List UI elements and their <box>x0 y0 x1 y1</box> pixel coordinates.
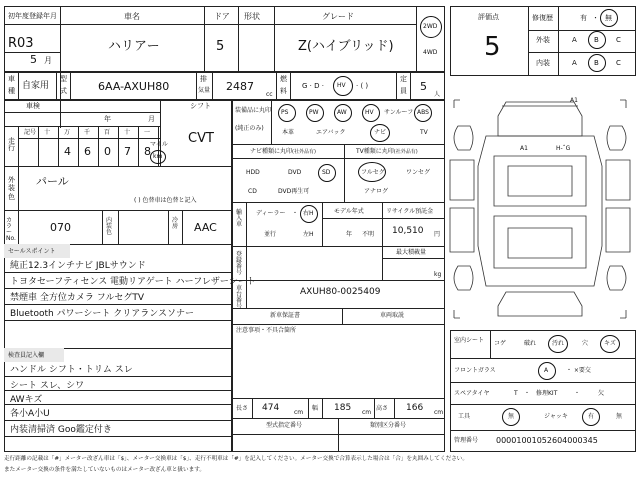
width-label: 幅 <box>312 405 319 412</box>
max-load-label: 最大積載量 <box>396 249 427 256</box>
front-glass-opt: A <box>544 367 549 374</box>
person-unit: 人 <box>434 91 441 98</box>
exterior-b: B <box>594 36 599 44</box>
seat-item: 汚れ <box>552 340 565 347</box>
seat-item: 破れ <box>524 340 537 347</box>
model-year-unit: 年 <box>346 231 353 238</box>
diagram-hg: H-ˆG <box>556 145 571 152</box>
mileage-digit-label: 十 <box>44 129 51 136</box>
inspector-line: AWキズ <box>10 395 43 405</box>
fuel-hv: HV <box>337 82 346 89</box>
mileage-cell-divider <box>138 126 139 166</box>
import-right: 右H <box>303 210 314 217</box>
sales-point-line: Bluetooth パワーシート クリアランスソナー <box>10 309 194 319</box>
equipment-sublabel: (純正のみ) <box>235 125 264 132</box>
aircon: AAC <box>194 221 217 234</box>
mileage-cell-divider <box>58 126 59 166</box>
inspector-line: シート スレ、シワ <box>10 381 85 391</box>
interior-c: C <box>616 59 621 67</box>
car-name: ハリアー <box>108 39 160 54</box>
mileage-digit: 8 <box>144 145 151 158</box>
exterior-c: C <box>616 36 621 44</box>
equipment-item: ABS <box>417 109 429 116</box>
tv-title-text: TV種類に丸印 <box>356 148 394 155</box>
chassis-label: 車台番号 <box>236 285 243 310</box>
mileage-cell-divider <box>118 126 119 166</box>
equipment-item: AW <box>337 109 347 116</box>
spare-kit: 修理KIT <box>536 390 558 397</box>
displacement-label2: 気量 <box>198 87 211 94</box>
recycle-yen: 円 <box>434 231 441 238</box>
height-cm: cm <box>434 409 444 416</box>
shape-label: 形状 <box>244 12 260 21</box>
drive-2wd: 2WD <box>423 23 438 30</box>
diagram-a1-small: A1 <box>520 145 528 152</box>
tv-title-note: (社外品有) <box>393 149 418 155</box>
spare-none: 欠 <box>598 390 605 397</box>
front-glass-label: フロントガラス <box>454 367 496 374</box>
mileage-digit-label: 一 <box>144 129 151 136</box>
displacement-label: 排 <box>200 75 207 83</box>
nav-dvd: DVD <box>288 169 302 176</box>
equipment-item: サンルーフ <box>384 109 414 116</box>
equipment-item: ナビ <box>374 129 387 136</box>
fuel-label: 燃 <box>280 75 287 83</box>
tools-label: 工具 <box>458 413 471 420</box>
mileage-digit: 0 <box>104 145 111 158</box>
mileage-unit-mile: マイル <box>150 141 168 148</box>
spare-dot2: ・ <box>574 390 581 397</box>
sales-points-title: セールスポイント <box>8 248 56 255</box>
length-cm: cm <box>294 409 304 416</box>
import-label: 輸入車 <box>236 209 243 228</box>
import-parallel: 並行 <box>264 231 277 238</box>
interior-b: B <box>594 59 599 67</box>
nav-dvd-play: DVD再生可 <box>278 188 310 195</box>
inspector-title: 検査員記入欄 <box>8 352 45 359</box>
diagram-a1: A1 <box>570 97 578 104</box>
mileage-cell-divider <box>98 126 99 166</box>
mileage-unit-km: km <box>153 153 163 160</box>
equipment-item: PS <box>281 109 289 116</box>
shift-label: シフト <box>190 102 211 110</box>
height-label: 高さ <box>376 405 389 412</box>
sales-point-line: 禁煙車 全方位カメラ フルセグTV <box>10 293 145 303</box>
height: 166 <box>406 403 424 413</box>
tv-fullseg: フルセグ <box>361 169 385 176</box>
score-label: 評価点 <box>478 13 499 21</box>
grade-label: グレード <box>322 12 354 21</box>
recycle-value: 10,510 <box>392 226 424 236</box>
doors-label: ドア <box>214 12 230 21</box>
spare-label: スペアタイヤ <box>454 390 490 397</box>
fuel-options: G · D · <box>302 82 324 90</box>
mileage-side-label: 走行 <box>8 137 15 152</box>
mileage-digit-label: 記号 <box>24 129 37 136</box>
footer-line1: 走行距離の記載は「#」メーター改ざん車は「$」、メーター交換車は「$」、走行不明車は「#」を記入してください。メーター交換で合算表示した場合は「合」を丸囲みしてください。 <box>4 456 468 462</box>
mileage-digit: 4 <box>64 145 71 158</box>
mileage-cell-divider <box>38 126 39 166</box>
tv-oneseg: ワンセグ <box>406 169 431 176</box>
interior-color-label: 内装色 <box>106 217 113 236</box>
equipment-label: 装備品に丸印 <box>235 107 272 114</box>
tv-analog: アナログ <box>364 188 389 195</box>
class-number-label: 類別区分番号 <box>370 422 407 429</box>
car-damage-diagram <box>446 96 634 322</box>
first-reg-month-unit: 月 <box>44 56 52 65</box>
reg-number-label: 登録番号 <box>236 251 243 276</box>
inspector-line: 内装清掃済 Goo鑑定付き <box>10 425 112 435</box>
repair-label: 修復歴 <box>532 14 553 22</box>
exterior-a: A <box>572 36 577 44</box>
warranty-label: 新車保証書 <box>270 312 301 319</box>
model-label2: 式 <box>60 87 67 95</box>
mileage-digit-label: 十 <box>124 129 131 136</box>
fuel-label2: 料 <box>280 87 287 95</box>
equipment-item: 本革 <box>282 129 295 136</box>
equipment-item: TV <box>420 129 428 136</box>
inspection-year-unit: 年 <box>104 115 111 123</box>
first-reg-label: 初年度登録年月 <box>8 12 57 20</box>
import-left: 左H <box>303 231 314 238</box>
equipment-item: PW <box>309 109 319 116</box>
width-cm: cm <box>362 409 372 416</box>
mileage-digit: 7 <box>124 145 131 158</box>
repair-yes: 有 <box>580 14 587 22</box>
model-code: 6AA-AXUH80 <box>98 80 170 93</box>
length: 474 <box>262 403 280 413</box>
car-type-label2: 種 <box>8 87 15 95</box>
jack-no: 無 <box>616 413 623 420</box>
interior-seat-label: 室内シート <box>454 337 485 344</box>
aircon-label: 冷房 <box>172 217 179 230</box>
control-number: 00001001052604000345 <box>496 436 598 445</box>
control-label: 管理番号 <box>454 437 479 444</box>
grade: Z(ハイブリッド) <box>298 39 394 54</box>
interior-label: 内装 <box>536 59 550 67</box>
use-type: 自家用 <box>22 81 50 91</box>
import-dealer: ディーラー <box>256 210 286 217</box>
front-glass-rest: ・ ×要交 <box>566 367 591 374</box>
mileage-digit-label: 百 <box>104 129 111 136</box>
tv-title <box>356 149 418 155</box>
score: 5 <box>484 32 501 62</box>
capacity-label2: 員 <box>400 87 407 95</box>
color-code: 070 <box>50 221 71 234</box>
inspection-label: 車検 <box>26 102 40 110</box>
first-reg-month: 5 <box>30 53 37 66</box>
model-year-unknown: 不明 <box>362 231 375 238</box>
nav-cd: CD <box>248 188 257 195</box>
shift-value: CVT <box>188 131 214 146</box>
recycle-label: リサイクル預託金 <box>386 208 434 215</box>
seat-item: キズ <box>604 340 616 347</box>
interior-a: A <box>572 59 577 67</box>
import-dot: ・ <box>292 210 299 217</box>
mileage-digit: 6 <box>84 145 91 158</box>
car-name-label: 車名 <box>124 12 140 21</box>
length-label: 長さ <box>236 405 249 412</box>
color-side-label: 外装色 <box>8 176 15 201</box>
width: 185 <box>334 403 352 413</box>
jack-value: 有 <box>588 413 595 420</box>
mileage-digit-label: 万 <box>64 129 71 136</box>
nav-title-note: (社外品有) <box>292 149 316 155</box>
repair-no: 無 <box>605 14 612 22</box>
displacement: 2487 <box>226 80 254 93</box>
capacity-label: 定 <box>400 75 407 83</box>
seat-item: コゲ <box>494 340 507 347</box>
inspection-month-unit: 月 <box>148 115 155 123</box>
type-number-label: 型式指定番号 <box>266 422 303 429</box>
exterior-color: パール <box>36 175 69 188</box>
drive-4wd: 4WD <box>423 49 438 56</box>
spare-t: T <box>514 390 518 397</box>
first-reg-year: R03 <box>8 36 34 51</box>
manual-label: 車両取説 <box>380 312 405 319</box>
max-load-kg: kg <box>434 271 442 278</box>
inspector-line: ハンドル シフト・トリム スレ <box>10 365 133 375</box>
repair-dot: ・ <box>592 14 599 22</box>
inspector-line: 各小A小U <box>10 409 50 419</box>
color-code-label: カラーNo. <box>6 217 16 242</box>
sales-point-line: 純正12.3インチナビ JBLサウンド <box>10 261 146 271</box>
mileage-digit-label: 千 <box>84 129 91 136</box>
footer-line2: またメーター交換の条件を満たしていないものはメーター改ざん車と扱います。 <box>4 467 205 473</box>
nav-title <box>250 149 316 155</box>
notes-label: 注意事項・不具合箇所 <box>236 327 297 334</box>
equipment-item: HV <box>365 109 374 116</box>
exterior-label: 外装 <box>536 36 550 44</box>
chassis-number: AXUH80-0025409 <box>300 287 381 297</box>
equipment-item: エアバック <box>316 129 346 136</box>
mileage-header-line <box>18 138 160 139</box>
capacity: 5 <box>420 80 427 93</box>
nav-sd: SD <box>322 169 331 176</box>
sales-point-line: トヨタセーフティセンス 電動リアゲート ハーフレザーシート <box>10 277 256 287</box>
mileage-cell-divider <box>78 126 79 166</box>
jack-label: ジャッキ <box>544 413 568 420</box>
fuel-rest: · ( ) <box>356 82 369 90</box>
color-note: ( ) 色替車は色替と記入 <box>134 197 197 204</box>
nav-hdd: HDD <box>246 169 260 176</box>
cc-unit: cc <box>266 91 273 98</box>
spare-dot1: ・ <box>524 390 531 397</box>
doors: 5 <box>216 39 225 54</box>
model-label: 型 <box>60 75 67 83</box>
car-type-label: 車 <box>8 75 15 83</box>
seat-item: 穴 <box>582 340 589 347</box>
model-year-label: モデル年式 <box>334 208 364 215</box>
tools-value: 無 <box>508 413 515 420</box>
nav-title-text: ナビ種類に丸印 <box>250 148 293 155</box>
